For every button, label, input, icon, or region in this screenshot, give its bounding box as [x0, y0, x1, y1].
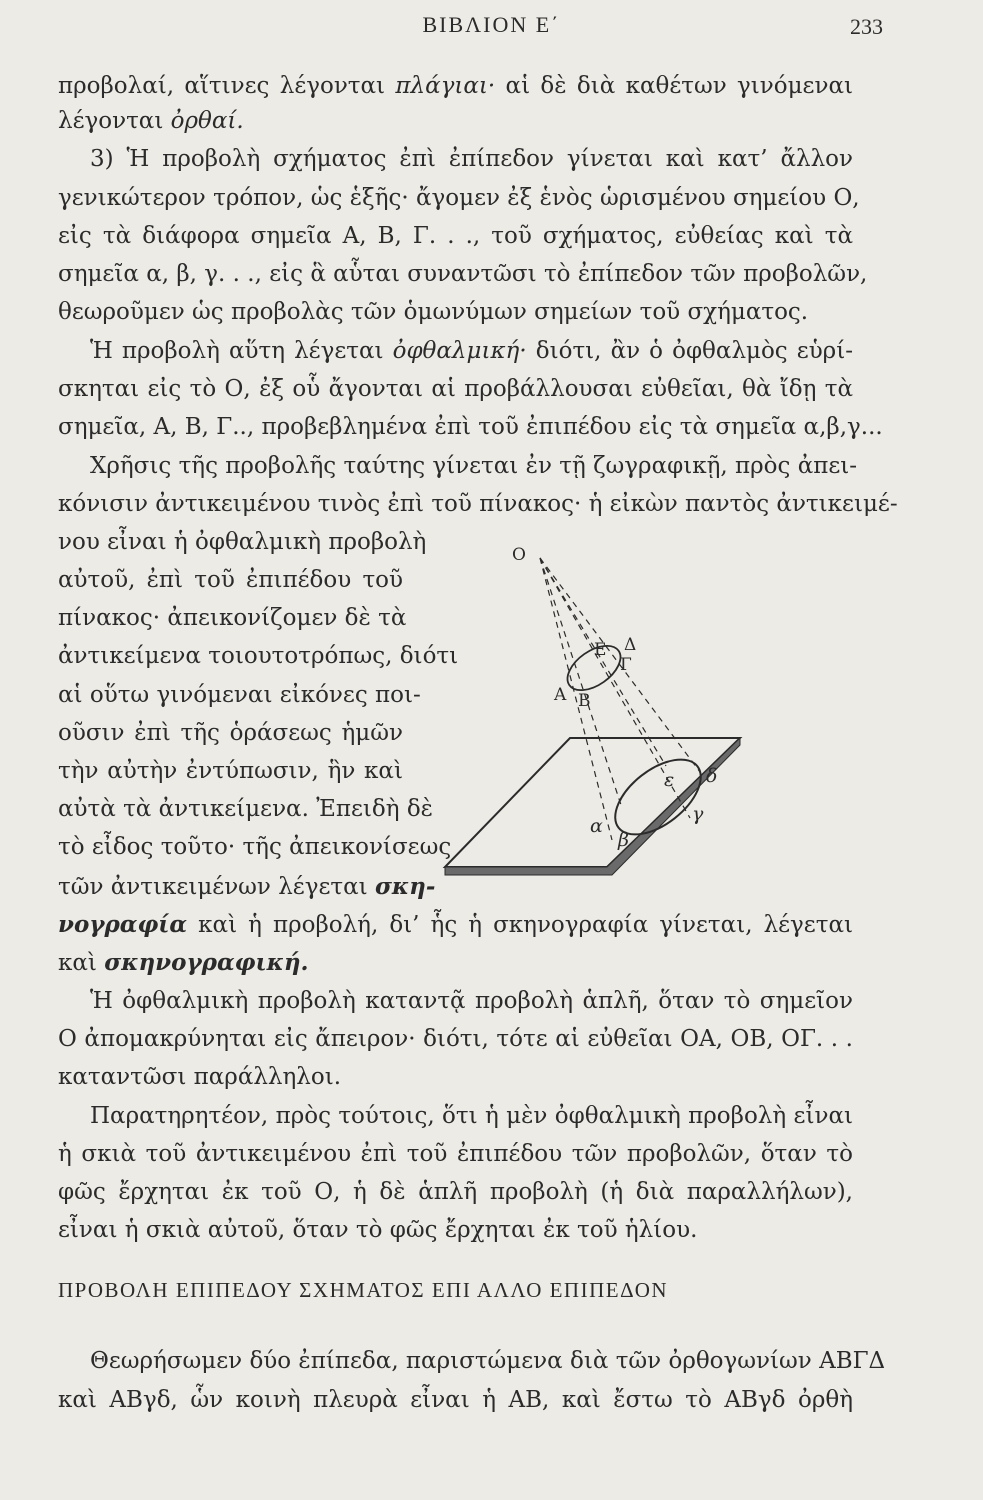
text-line: αὐτὰ τὰ ἀντικείμενα. Ἐπειδὴ δὲ — [58, 796, 434, 822]
text-line: προβολαί, αἵτινες λέγονται πλάγιαι· αἱ δὲ διὰ καθέτων γινόμεναι — [58, 73, 854, 99]
label-e: E — [594, 640, 607, 660]
text-line: φῶς ἔρχηται ἐκ τοῦ Ο, ἡ δὲ ἁπλῆ προβολὴ (ἡ διὰ παραλλήλων), — [58, 1179, 853, 1205]
text-line: Θεωρήσωμεν δύο ἐπίπεδα, παριστώμενα διὰ τῶν ὀρθογωνίων ΑΒΓΔ — [90, 1348, 886, 1374]
text-line: καὶ ΑΒγδ, ὧν κοινὴ πλευρὰ εἶναι ἡ ΑΒ, καὶ ἔστω τὸ ΑΒγδ ὀρθὴ — [58, 1387, 853, 1413]
text-line: ἀντικείμενα τοιουτοτρόπως, διότι — [58, 643, 459, 669]
text-line: τῶν ἀντικειμένων λέγεται σκη- — [58, 873, 436, 900]
text-line: λέγονται ὀρθαί. — [58, 108, 244, 134]
text-line: τὴν αὐτὴν ἐντύπωσιν, ἣν καὶ — [58, 758, 403, 784]
text-line: 3) Ἡ προβολὴ σχήματος ἐπὶ ἐπίπεδον γίνεται καὶ κατ’ ἄλλον — [90, 146, 853, 172]
label-a: A — [554, 685, 567, 705]
label-alpha: α — [590, 815, 603, 837]
label-delta: δ — [706, 765, 718, 787]
page-number: 233 — [850, 14, 883, 39]
text-line: σκηται εἰς τὸ Ο, ἐξ οὗ ἄγονται αἱ προβάλλουσαι εὐθεῖαι, θὰ ἴδῃ τὰ — [58, 376, 853, 402]
text-line: νου εἶναι ἡ ὀφθαλμικὴ προβολὴ — [58, 529, 427, 555]
text-line: αἱ οὕτω γινόμεναι εἰκόνες ποι- — [58, 682, 421, 708]
text-line: πίνακος· ἀπεικονίζομεν δὲ τὰ — [58, 605, 407, 631]
text-line: οῦσιν ἐπὶ τῆς ὁράσεως ἡμῶν — [58, 720, 403, 746]
text-line: εἶναι ἡ σκιὰ αὐτοῦ, ὅταν τὸ φῶς ἔρχηται ἐκ τοῦ ἡλίου. — [58, 1217, 698, 1243]
text-line: αὐτοῦ, ἐπὶ τοῦ ἐπιπέδου τοῦ — [58, 567, 403, 593]
text-line: σημεῖα α, β, γ. . ., εἰς ἃ αὗται συναντῶσι τὸ ἐπίπεδον τῶν προβολῶν, — [58, 261, 868, 287]
label-b: B — [578, 691, 591, 711]
label-gamma: γ — [692, 803, 704, 825]
text-line: νογραφία καὶ ἡ προβολή, δι’ ἧς ἡ σκηνογραφία γίνεται, λέγεται — [58, 911, 853, 938]
text-line: τὸ εἶδος τοῦτο· τῆς ἀπεικονίσεως — [58, 834, 452, 860]
label-beta: β — [618, 829, 629, 851]
text-line: σημεῖα, Α, Β, Γ.., προβεβλημένα ἐπὶ τοῦ ἐπιπέδου εἰς τὰ σημεῖα α,β,γ... — [58, 414, 883, 440]
text-line: κόνισιν ἀντικειμένου τινὸς ἐπὶ τοῦ πίνακος· ἡ εἰκὼν παντὸς ἀντικειμέ- — [58, 491, 898, 517]
text-line: Ἡ προβολὴ αὕτη λέγεται ὀφθαλμική· διότι, ἂν ὁ ὀφθαλμὸς εὑρί- — [90, 338, 853, 364]
text-line: Ἡ ὀφθαλμικὴ προβολὴ καταντᾷ προβολὴ ἁπλῆ, ὅταν τὸ σημεῖον — [90, 988, 853, 1014]
text-line: εἰς τὰ διάφορα σημεῖα Α, Β, Γ. . ., τοῦ σχήματος, εὐθείας καὶ τὰ — [58, 223, 853, 249]
text-line: καταντῶσι παράλληλοι. — [58, 1064, 342, 1090]
label-o: O — [512, 545, 526, 565]
text-line: καὶ σκηνογραφική. — [58, 949, 309, 976]
text-line: Ο ἀπομακρύνηται εἰς ἄπειρον· διότι, τότε αἱ εὐθεῖαι ΟΑ, ΟΒ, ΟΓ. . . — [58, 1026, 853, 1052]
label-epsilon: ε — [664, 769, 675, 791]
text-line: Χρῆσις τῆς προβολῆς ταύτης γίνεται ἐν τῇ ζωγραφικῇ, πρὸς ἀπει- — [90, 453, 858, 479]
text-line: Παρατηρητέον, πρὸς τούτοις, ὅτι ἡ μὲν ὀφθαλμικὴ προβολὴ εἶναι — [90, 1103, 853, 1129]
text-line: ἡ σκιὰ τοῦ ἀντικειμένου ἐπὶ τοῦ ἐπιπέδου τῶν προβολῶν, ὅταν τὸ — [58, 1141, 853, 1167]
text-line: θεωροῦμεν ὡς προβολὰς τῶν ὁμωνύμων σημείων τοῦ σχήματος. — [58, 299, 809, 325]
label-d: Δ — [624, 635, 637, 655]
text-line: γενικώτερον τρόπον, ὡς ἑξῆς· ἄγομεν ἐξ ἑνὸς ὡρισμένου σημείου Ο, — [58, 185, 860, 211]
running-header: ΒΙΒΛΙΟΝ Ε΄ — [422, 12, 561, 37]
section-heading: ΠΡΟΒΟΛΗ ΕΠΙΠΕΔΟΥ ΣΧΗΜΑΤΟΣ ΕΠΙ ΑΛΛΟ ΕΠΙΠΕΔΟΝ — [58, 1278, 669, 1302]
label-g: Γ — [620, 655, 632, 675]
